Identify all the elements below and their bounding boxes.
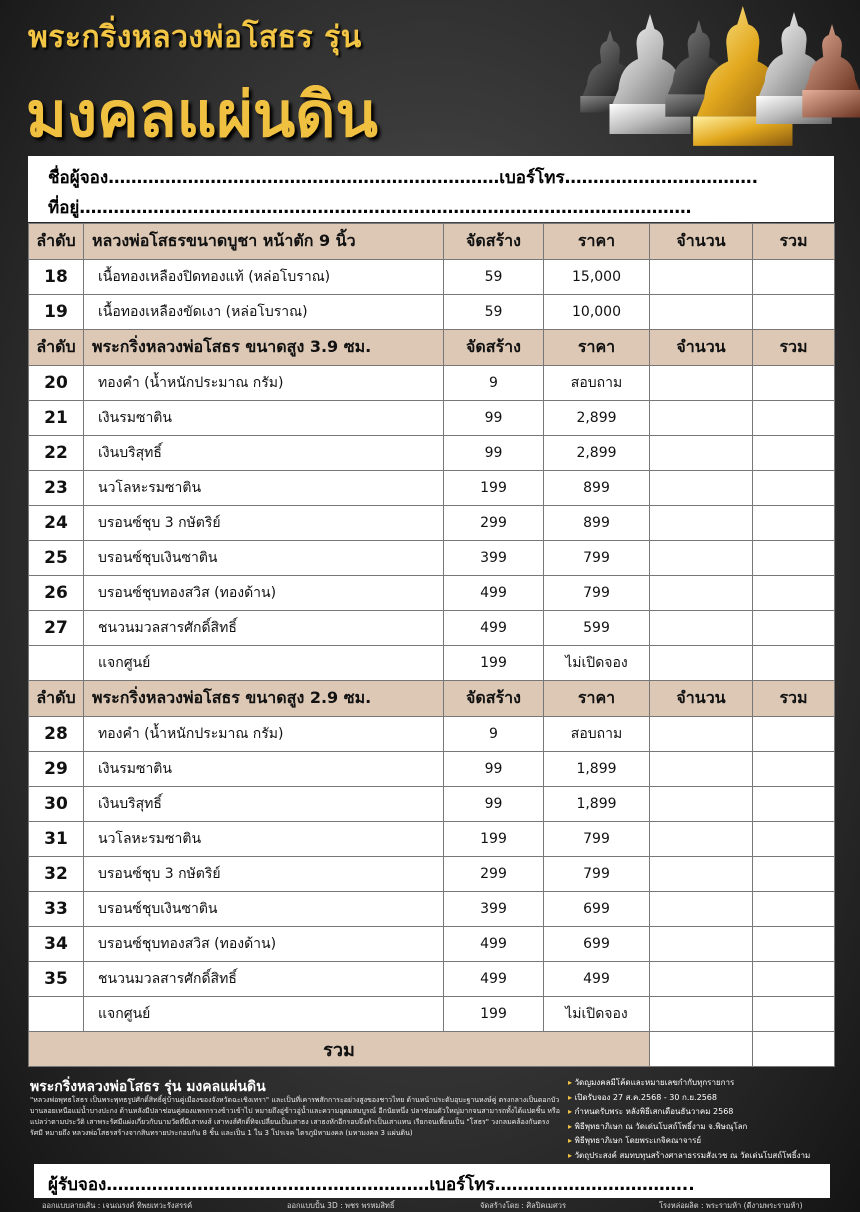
item-number: 35 [29,962,84,997]
item-number: 29 [29,752,84,787]
table-row [29,436,835,471]
item-name: บรอนซ์ชุบเงินซาติน [84,541,444,576]
item-name: ชนวนมวลสารศักดิ์สิทธิ์ [84,962,444,997]
item-name: นวโลหะรมซาติน [84,471,444,506]
col-total-header: รวม [753,224,835,260]
item-quantity: 59 [444,260,544,295]
item-quantity: 199 [444,471,544,506]
col-no-header: ลำดับ [29,224,84,260]
item-price: 1,899 [544,787,650,822]
item-price: 15,000 [544,260,650,295]
item-price: 599 [544,611,650,646]
grand-total-row [29,1032,835,1067]
amount-input-cell[interactable] [650,646,753,681]
credit-producer: จัดสร้างโดย : ศิลปิคเมศวร [480,1201,566,1210]
info-list [568,1076,848,1164]
table-row [29,717,835,752]
table-row [29,611,835,646]
total-cell[interactable] [753,962,835,997]
buddha-statues-image [570,2,860,154]
item-quantity: 99 [444,752,544,787]
item-price: 799 [544,857,650,892]
item-number: 22 [29,436,84,471]
item-name: เงินบริสุทธิ์ [84,436,444,471]
credit-line-art: ออกแบบลายเส้น : เจนณรงค์ ทิพยเทวะรังสรรค์ [42,1201,193,1210]
item-quantity: 199 [444,822,544,857]
amount-input-cell[interactable] [650,260,753,295]
info-item: ▸ เปิดรับจอง 27 ส.ค.2568 - 30 ก.ย.2568 [568,1091,848,1106]
address-field-row[interactable] [48,194,691,221]
col-no-header: ลำดับ [29,681,84,717]
amount-input-cell[interactable] [650,962,753,997]
section-title: พระกริ่งหลวงพ่อโสธร ขนาดสูง 3.9 ซม. [84,330,444,366]
table-row [29,927,835,962]
item-number: 30 [29,787,84,822]
item-number: 18 [29,260,84,295]
item-quantity: 199 [444,646,544,681]
table-row [29,295,835,330]
item-name: ชนวนมวลสารศักดิ์สิทธิ์ [84,611,444,646]
total-cell[interactable] [753,576,835,611]
item-quantity: 499 [444,576,544,611]
table-row [29,822,835,857]
item-price: 2,899 [544,401,650,436]
total-cell[interactable] [753,436,835,471]
item-number: 25 [29,541,84,576]
item-quantity: 99 [444,401,544,436]
total-cell[interactable] [753,822,835,857]
col-total-header: รวม [753,330,835,366]
total-cell[interactable] [753,471,835,506]
amount-input-cell[interactable] [650,401,753,436]
item-name: เนื้อทองเหลืองปิดทองแท้ (หล่อโบราณ) [84,260,444,295]
total-cell[interactable] [753,611,835,646]
total-cell[interactable] [753,717,835,752]
item-number: 20 [29,366,84,401]
item-quantity: 99 [444,787,544,822]
item-number: 27 [29,611,84,646]
item-number [29,997,84,1032]
item-price: สอบถาม [544,366,650,401]
info-item: ▸ พิธีพุทธาภิเษก โดยพระเกจิคณาจารย์ [568,1134,848,1149]
item-quantity: 499 [444,927,544,962]
item-number: 23 [29,471,84,506]
item-name: บรอนซ์ชุบ 3 กษัตริย์ [84,506,444,541]
amount-input-cell[interactable] [650,927,753,962]
item-name: เงินบริสุทธิ์ [84,787,444,822]
item-name: บรอนซ์ชุบ 3 กษัตริย์ [84,857,444,892]
receiver-label: ผู้รับจอง [48,1175,107,1195]
item-name: แจกศูนย์ [84,646,444,681]
grand-total-sum-cell[interactable] [753,1032,835,1067]
total-cell[interactable] [753,506,835,541]
address-field[interactable]: ……………………………………………………………………………………………… [79,198,692,218]
total-cell[interactable] [753,752,835,787]
col-qty-header: จัดสร้าง [444,224,544,260]
item-price: 799 [544,541,650,576]
item-price: 799 [544,822,650,857]
item-price: 799 [544,576,650,611]
receiver-field[interactable]: ………………………………………………… [106,1175,430,1195]
total-cell[interactable] [753,787,835,822]
table-row [29,892,835,927]
item-price: ไม่เปิดจอง [544,646,650,681]
item-price: 699 [544,927,650,962]
table-row [29,752,835,787]
buddha-statue [802,24,860,118]
table-row [29,576,835,611]
section-title: หลวงพ่อโสธรขนาดบูชา หน้าตัก 9 นิ้ว [84,224,444,260]
total-cell[interactable] [753,295,835,330]
col-price-header: ราคา [544,330,650,366]
info-item: ▸ วัตถุประสงค์ สมทบทุนสร้างศาลาธรรมสังเวช ณ วัดเด่นโบสถ์โพธิ์งาม [568,1149,848,1164]
col-qty-header: จัดสร้าง [444,681,544,717]
receiver-phone-field[interactable]: …………………………….. [494,1175,695,1195]
item-number: 26 [29,576,84,611]
section-header [29,330,835,366]
section-header [29,224,835,260]
item-number: 21 [29,401,84,436]
item-number: 32 [29,857,84,892]
amount-input-cell[interactable] [650,541,753,576]
table-row [29,787,835,822]
item-name: บรอนซ์ชุบเงินซาติน [84,892,444,927]
col-amount-header: จำนวน [650,681,753,717]
item-name: บรอนซ์ชุบทองสวิส (ทองด้าน) [84,927,444,962]
total-cell[interactable] [753,892,835,927]
col-no-header: ลำดับ [29,330,84,366]
item-quantity: 99 [444,436,544,471]
col-price-header: ราคา [544,224,650,260]
info-item: ▸ วัดญมงคลมีโค้ดและหมายเลขกำกับทุกรายการ [568,1076,848,1091]
item-price: 1,899 [544,752,650,787]
total-cell[interactable] [753,366,835,401]
receiver-field-row[interactable] [48,1171,695,1198]
item-quantity: 499 [444,962,544,997]
amount-input-cell[interactable] [650,471,753,506]
table-row [29,471,835,506]
item-name: เงินรมซาติน [84,752,444,787]
amount-input-cell[interactable] [650,295,753,330]
item-number: 24 [29,506,84,541]
price-table [28,223,835,1067]
item-quantity: 9 [444,717,544,752]
total-cell[interactable] [753,927,835,962]
item-name: เงินรมซาติน [84,401,444,436]
receiver-form [34,1164,830,1198]
item-quantity: 299 [444,857,544,892]
amount-input-cell[interactable] [650,506,753,541]
item-price: สอบถาม [544,717,650,752]
item-quantity: 199 [444,997,544,1032]
page-title-line2: มงคลแผ่นดิน [26,66,378,164]
amount-input-cell[interactable] [650,787,753,822]
info-item: ▸ กำหนดรับพระ หลังพิธีเสกเดือนธันวาคม 2568 [568,1105,848,1120]
total-cell[interactable] [753,997,835,1032]
phone-field[interactable]: ……………………………. [564,168,759,188]
total-cell[interactable] [753,260,835,295]
amount-input-cell[interactable] [650,366,753,401]
item-quantity: 299 [444,506,544,541]
item-price: 899 [544,471,650,506]
item-price: 699 [544,892,650,927]
notes-title: พระกริ่งหลวงพ่อโสธร รุ่น มงคลแผ่นดิน [30,1079,266,1095]
total-cell[interactable] [753,857,835,892]
credit-foundry: โรงหล่อผลิต : พระรามห้า (ดีงามพระรามห้า) [659,1201,803,1210]
item-name: นวโลหะรมซาติน [84,822,444,857]
section-title: พระกริ่งหลวงพ่อโสธร ขนาดสูง 2.9 ซม. [84,681,444,717]
item-quantity: 399 [444,541,544,576]
table-row [29,857,835,892]
table-row [29,401,835,436]
amount-input-cell[interactable] [650,717,753,752]
amount-input-cell[interactable] [650,752,753,787]
amount-input-cell[interactable] [650,611,753,646]
section-header [29,681,835,717]
item-number [29,646,84,681]
item-number: 31 [29,822,84,857]
amount-input-cell[interactable] [650,822,753,857]
amount-input-cell[interactable] [650,892,753,927]
table-row [29,997,835,1032]
amount-input-cell[interactable] [650,576,753,611]
phone-label: เบอร์โทร [499,168,565,188]
col-amount-header: จำนวน [650,224,753,260]
item-quantity: 499 [444,611,544,646]
total-cell[interactable] [753,541,835,576]
credit-3d: ออกแบบปั้น 3D : พชร พรหมสิทธิ์ [287,1201,395,1210]
item-price: 10,000 [544,295,650,330]
amount-input-cell[interactable] [650,997,753,1032]
table-row [29,541,835,576]
item-price: ไม่เปิดจอง [544,997,650,1032]
col-amount-header: จำนวน [650,330,753,366]
item-name: บรอนซ์ชุบทองสวิส (ทองด้าน) [84,576,444,611]
booking-form [28,156,834,222]
item-number: 33 [29,892,84,927]
name-field-row[interactable] [48,164,758,191]
notes-body: "หลวงพ่อพุทธโสธร เป็นพระพุทธรูปศักดิ์สิทธิ์คู่บ้านคู่เมืองของจังหวัดฉะเชิงเทรา" และเป็นที่เคารพสักการะอย่างสูงของชาวไทย ด้านหน้าประดับอุบะฐานหงษ์คู่ ตรงกลางเป็นดอกบัวบานลอยเหนือแม่น้ำบางปะกง ด้านหลังมีปลาช่อนคู่สองแพรกรวงข้าวเข้าไป หมายถึงอู่ข้าวอู่น้ำและความอุดมสมบูรณ์ อีกนัยหนึ่ง ปลาช่อนตัวใหญ่มากจนสามารถทั้งได้แปดชิ้น หรือแปลว่าตามประวัติ เสาพระรัศมีแผ่งเกี่ยวกับนามวัดที่มีเสาหงส์ เสาหงส์ศักดิ์ทิจเปลี่ยนเป็นเสาธง เสาธงหักอีกรอบจึงทำเป็นเสาแทน เรียกจนเพี้ยนเป็น "โสธร" วงกลมคล้องกันตรงรัศมี หมายถึง หลวงพ่อโสธรสร้างจากสินทรายประกอบกัน 8 ชิ้น และเป็น 1 ใน 3 โปรเจค ไตรภูมิหามงคล (มหามงคล 3 แผ่นดิน) [30,1096,561,1137]
address-label: ที่อยู่ [48,198,80,218]
item-number: 19 [29,295,84,330]
info-item: ▸ พิธีพุทธาภิเษก ณ วัดเด่นโบสถ์โพธิ์งาม จ.พิษณุโลก [568,1120,848,1135]
item-quantity: 399 [444,892,544,927]
item-name: แจกศูนย์ [84,997,444,1032]
table-row [29,366,835,401]
item-name: เนื้อทองเหลืองขัดเงา (หล่อโบราณ) [84,295,444,330]
grand-total-amount-cell[interactable] [650,1032,753,1067]
item-name: ทองคำ (น้ำหนักประมาณ กรัม) [84,366,444,401]
table-row [29,962,835,997]
col-price-header: ราคา [544,681,650,717]
item-quantity: 59 [444,295,544,330]
item-price: 499 [544,962,650,997]
credits-bar [0,1199,860,1212]
name-field[interactable]: …………………………………………………………… [108,168,500,188]
table-row [29,506,835,541]
item-price: 2,899 [544,436,650,471]
total-cell[interactable] [753,646,835,681]
item-price: 899 [544,506,650,541]
table-row [29,260,835,295]
item-quantity: 9 [444,366,544,401]
receiver-phone-label: เบอร์โทร [429,1175,495,1195]
name-label: ชื่อผู้จอง [48,168,109,188]
amount-input-cell[interactable] [650,436,753,471]
item-number: 28 [29,717,84,752]
total-cell[interactable] [753,401,835,436]
page-title-line1: พระกริ่งหลวงพ่อโสธร รุ่น [28,20,362,55]
grand-total-label: รวม [29,1032,650,1067]
item-number: 34 [29,927,84,962]
table-row [29,646,835,681]
col-qty-header: จัดสร้าง [444,330,544,366]
col-total-header: รวม [753,681,835,717]
amount-input-cell[interactable] [650,857,753,892]
item-name: ทองคำ (น้ำหนักประมาณ กรัม) [84,717,444,752]
